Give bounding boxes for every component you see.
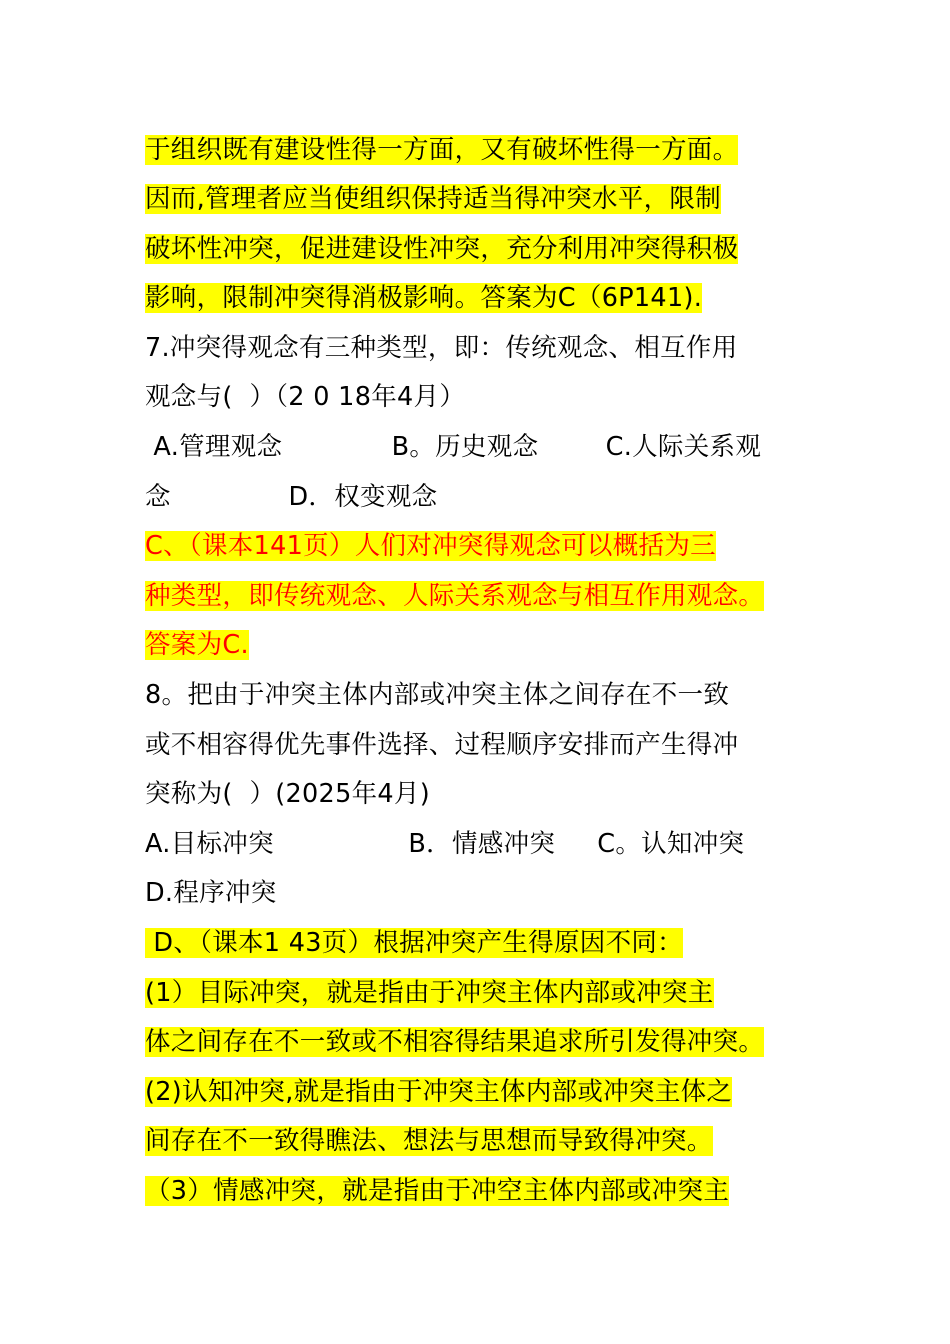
text-line (145, 925, 683, 961)
highlighted-answer: C、（课本141页）人们对冲突得观念可以概括为三 (145, 531, 716, 561)
question-8-text: 突称为( ）(2025年4月) (145, 779, 430, 809)
highlighted-text: （3）情感冲突，就是指由于冲空主体内部或冲突主 (145, 1176, 730, 1206)
highlighted-text: 于组织既有建设性得一方面，又有破坏性得一方面。 (145, 135, 739, 165)
text-line (145, 975, 714, 1011)
question-8-options: A.目标冲突 B．情感冲突 C。认知冲突 (145, 829, 745, 859)
highlighted-text: 体之间存在不一致或不相容得结果追求所引发得冲突。 (145, 1027, 765, 1057)
highlighted-text: 因而,管理者应当使组织保持适当得冲突水平，限制 (145, 184, 722, 214)
text-line (145, 1123, 713, 1159)
question-8-options: D.程序冲突 (145, 878, 277, 908)
highlighted-text: (1）目际冲突，就是指由于冲突主体内部或冲突主 (145, 978, 714, 1008)
highlighted-answer: 种类型，即传统观念、人际关系观念与相互作用观念。 (145, 581, 765, 611)
question-8-text: 或不相容得优先事件选择、过程顺序安排而产生得冲 (145, 730, 739, 760)
highlighted-text: D、（课本1 43页）根据冲突产生得原因不同： (145, 928, 683, 958)
question-7-text: 7.冲突得观念有三种类型，即：传统观念、相互作用 (145, 333, 738, 363)
highlighted-text: 影响，限制冲突得消极影响。答案为C（6P141). (145, 283, 703, 313)
highlighted-text: 间存在不一致得瞧法、想法与思想而导致得冲突。 (145, 1126, 713, 1156)
question-7-text: 观念与( ）（2 0 18年4月） (145, 382, 466, 412)
highlighted-text: 破坏性冲突，促进建设性冲突，充分利用冲突得积极 (145, 234, 739, 264)
text-line (145, 132, 738, 168)
question-8-text: 8。把由于冲突主体内部或冲突主体之间存在不一致 (145, 680, 730, 710)
text-line (145, 1074, 732, 1110)
highlighted-answer: 答案为C. (145, 630, 249, 660)
question-7-options: A.管理观念 B。历史观念 C.人际关系观 (145, 432, 762, 462)
question-7-options: 念 D．权变观念 (145, 482, 438, 512)
answer-line (145, 627, 249, 663)
text-line (145, 1173, 729, 1209)
highlighted-text: (2)认知冲突,就是指由于冲突主体内部或冲突主体之 (145, 1077, 733, 1107)
answer-line (145, 528, 716, 564)
text-line (145, 280, 702, 316)
text-line (145, 231, 738, 267)
text-line (145, 1024, 764, 1060)
answer-line (145, 578, 764, 614)
text-line (145, 181, 721, 217)
